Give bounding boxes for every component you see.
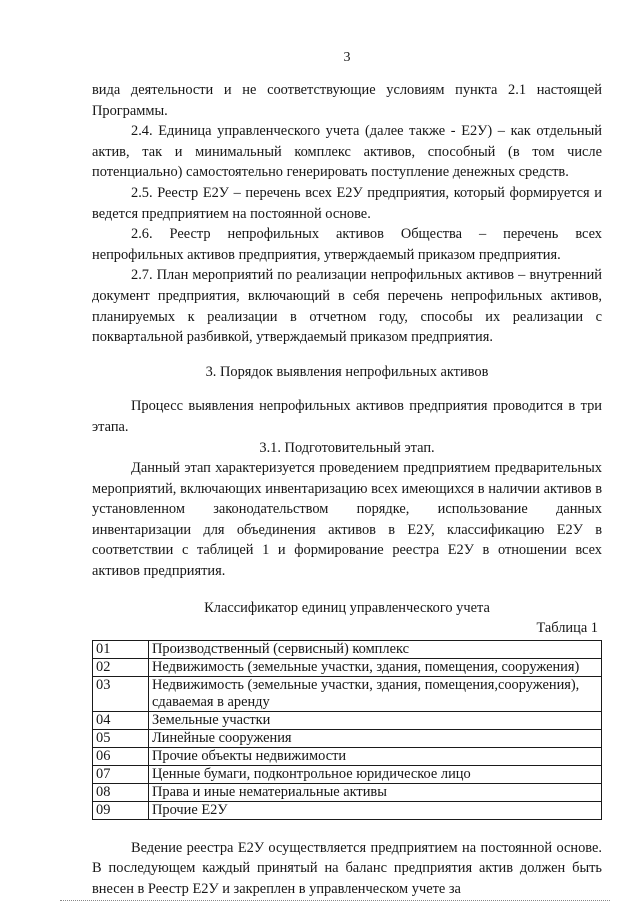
section-heading: 3. Порядок выявления непрофильных активов (205, 363, 489, 380)
table-row (93, 747, 602, 765)
row-code: 02 (93, 658, 149, 676)
intro-paragraph: Процесс выявления непрофильных активов предприятия проводится в три этапа. (92, 398, 602, 435)
row-code: 03 (93, 676, 149, 711)
row-name: Земельные участки (149, 711, 602, 729)
row-name: Права и иные нематериальные активы (149, 783, 602, 801)
definition-paragraph: 2.4. Единица управленческого учета (далее также - Е2У) – как отдельный актив, так и минимальный комплекс активов, способный (в том числе потенциально) самостоятельно генерировать поступление денежных средств. (92, 123, 602, 181)
row-name: Прочие объекты недвижимости (149, 747, 602, 765)
table-label: Таблица 1 (536, 620, 598, 637)
row-name: Недвижимость (земельные участки, здания, помещения, сооружения) (149, 658, 602, 676)
definitions-block (92, 80, 602, 348)
definition-paragraph: 2.7. План мероприятий по реализации непрофильных активов – внутренний документ предприятия, включающий в себя перечень непрофильных активов, планируемых к реализации в отчетном году, способы их реализации с поквартальной разбивкой, утверждаемый приказом предприятия. (92, 267, 602, 346)
row-name: Линейные сооружения (149, 729, 602, 747)
closing-paragraph: Ведение реестра Е2У осуществляется предприятием на постоянной основе. В последующем каждый принятый на баланс предприятия актив должен быть внесен в Реестр Е2У и закреплен в управленческом учете за (92, 839, 602, 898)
table-row (93, 783, 602, 801)
row-code: 04 (93, 711, 149, 729)
classifier-table (92, 640, 602, 820)
page-number: 3 (343, 50, 351, 65)
row-code: 08 (93, 783, 149, 801)
table-row (93, 658, 602, 676)
table-row (93, 676, 602, 711)
row-name: Производственный (сервисный) комплекс (149, 640, 602, 658)
row-name: Ценные бумаги, подконтрольное юридическое лицо (149, 765, 602, 783)
table-row (93, 640, 602, 658)
subsection-heading: 3.1. Подготовительный этап. (259, 439, 435, 456)
row-code: 07 (93, 765, 149, 783)
table-caption: Классификатор единиц управленческого учета (204, 599, 490, 616)
row-code: 01 (93, 640, 149, 658)
row-code: 05 (93, 729, 149, 747)
stage-paragraph: Данный этап характеризуется проведением предприятием предварительных мероприятий, включающих инвентаризацию всех имеющихся в наличии активов в установленном законодательством порядке, использование данных инвентаризации для объединения активов в Е2У, классификацию Е2У в соответствии с таблицей 1 и формирование реестра Е2У в отношении всех активов предприятия. (92, 460, 602, 580)
table-row (93, 765, 602, 783)
footer-rule (60, 900, 610, 903)
row-code: 09 (93, 801, 149, 819)
definition-paragraph: 2.5. Реестр Е2У – перечень всех Е2У предприятия, который формируется и ведется предприятием на постоянной основе. (92, 184, 602, 222)
definition-paragraph: 2.6. Реестр непрофильных активов Общества – перечень всех непрофильных активов предприятия, утверждаемый приказом предприятия. (92, 226, 602, 263)
table-row (93, 801, 602, 819)
table-row (93, 711, 602, 729)
row-name: Недвижимость (земельные участки, здания, помещения,сооружения), сдаваемая в аренду (149, 676, 602, 711)
row-name: Прочие Е2У (149, 801, 602, 819)
row-code: 06 (93, 747, 149, 765)
table-row (93, 729, 602, 747)
definition-paragraph: вида деятельности и не соответствующие условиям пункта 2.1 настоящей Программы. (92, 82, 602, 119)
